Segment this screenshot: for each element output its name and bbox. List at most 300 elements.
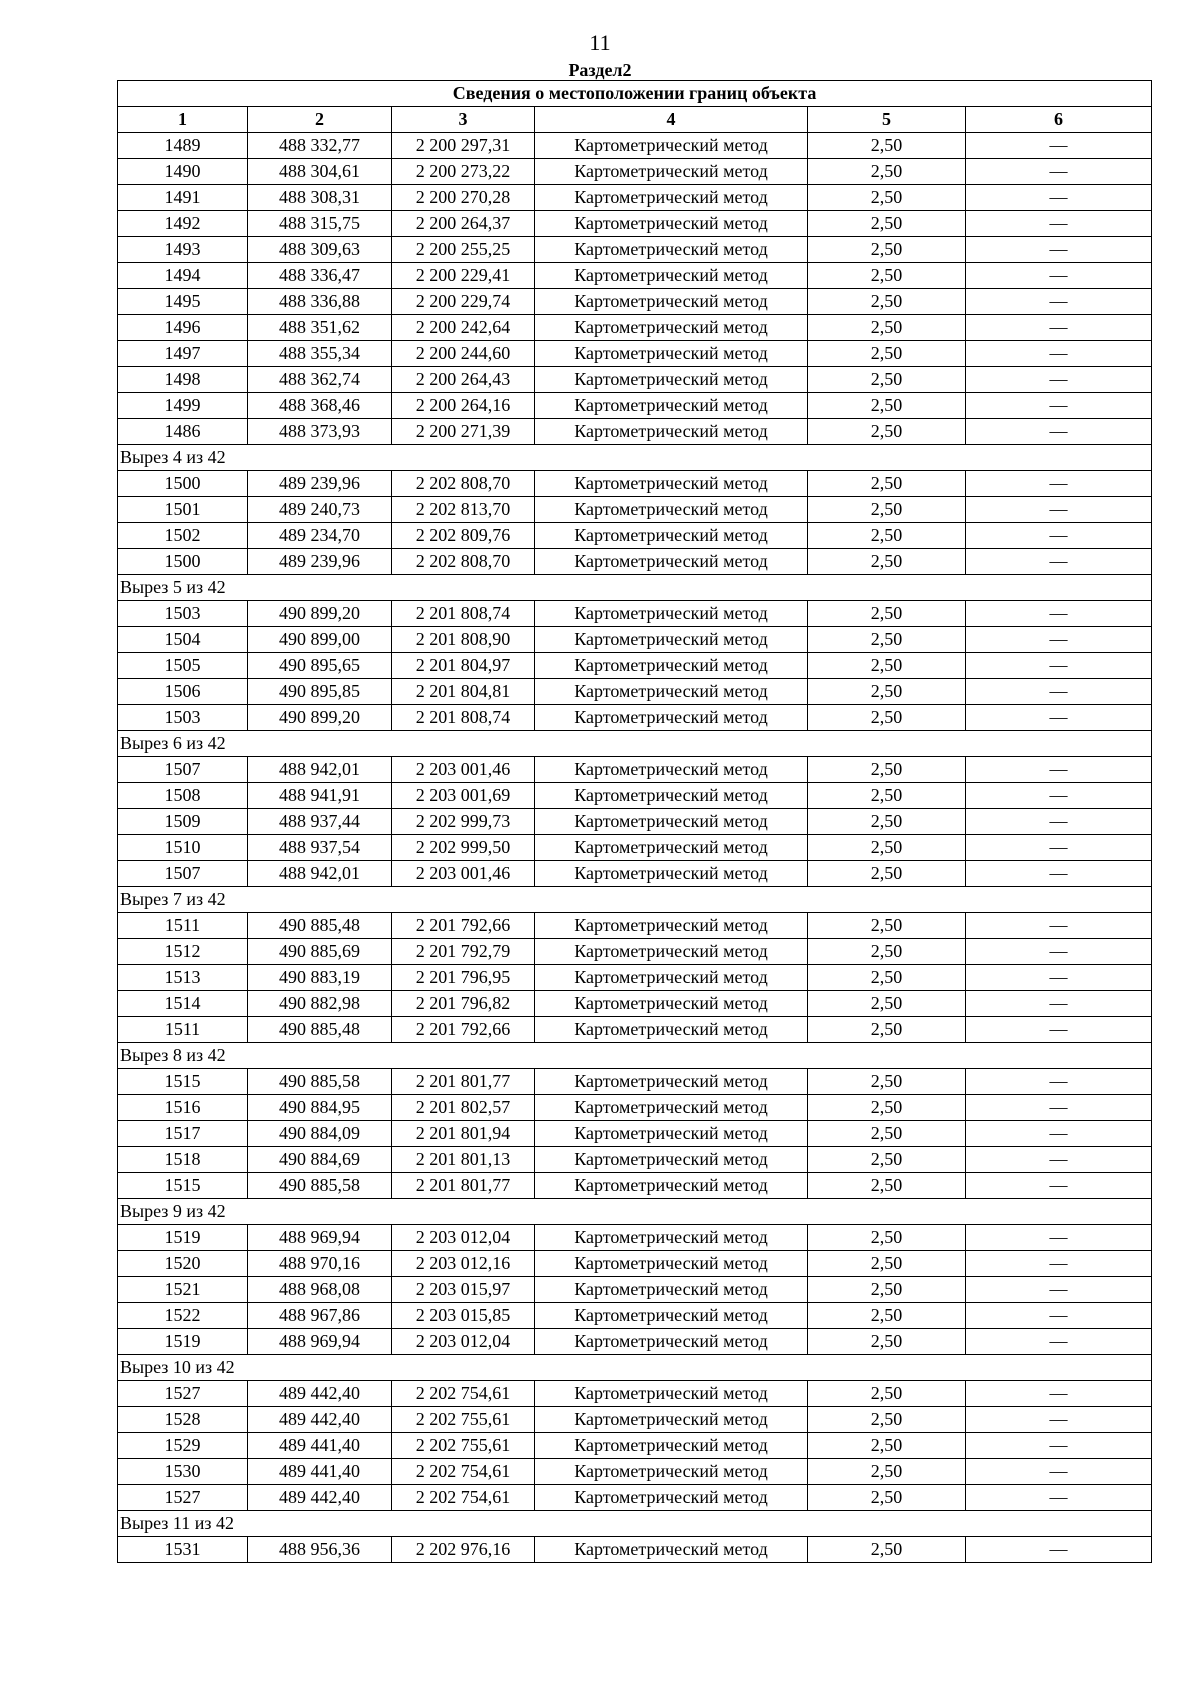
method-cell: Картометрический метод bbox=[535, 783, 808, 809]
x-coordinate-cell: 488 373,93 bbox=[248, 419, 392, 445]
x-coordinate-cell: 490 883,19 bbox=[248, 965, 392, 991]
accuracy-cell: 2,50 bbox=[808, 861, 966, 887]
y-coordinate-cell: 2 201 801,77 bbox=[392, 1173, 535, 1199]
method-cell: Картометрический метод bbox=[535, 627, 808, 653]
note-cell: — bbox=[966, 133, 1152, 159]
table-row bbox=[118, 419, 1152, 445]
table-row bbox=[118, 757, 1152, 783]
table-row bbox=[118, 315, 1152, 341]
method-cell: Картометрический метод bbox=[535, 679, 808, 705]
point-number-cell: 1509 bbox=[118, 809, 248, 835]
page-number: 11 bbox=[589, 30, 611, 55]
x-coordinate-cell: 488 942,01 bbox=[248, 757, 392, 783]
x-coordinate-cell: 488 332,77 bbox=[248, 133, 392, 159]
y-coordinate-cell: 2 201 804,81 bbox=[392, 679, 535, 705]
x-coordinate-cell: 489 239,96 bbox=[248, 471, 392, 497]
method-cell: Картометрический метод bbox=[535, 1069, 808, 1095]
accuracy-cell: 2,50 bbox=[808, 419, 966, 445]
point-number-cell: 1506 bbox=[118, 679, 248, 705]
accuracy-cell: 2,50 bbox=[808, 133, 966, 159]
y-coordinate-cell: 2 202 809,76 bbox=[392, 523, 535, 549]
accuracy-cell: 2,50 bbox=[808, 471, 966, 497]
x-coordinate-cell: 490 885,58 bbox=[248, 1069, 392, 1095]
accuracy-cell: 2,50 bbox=[808, 653, 966, 679]
note-cell: — bbox=[966, 1537, 1152, 1563]
accuracy-cell: 2,50 bbox=[808, 783, 966, 809]
y-coordinate-cell: 2 201 796,82 bbox=[392, 991, 535, 1017]
table-row bbox=[118, 1069, 1152, 1095]
point-number-cell: 1520 bbox=[118, 1251, 248, 1277]
point-number-cell: 1495 bbox=[118, 289, 248, 315]
table-row bbox=[118, 289, 1152, 315]
y-coordinate-cell: 2 203 001,46 bbox=[392, 757, 535, 783]
y-coordinate-cell: 2 200 242,64 bbox=[392, 315, 535, 341]
accuracy-cell: 2,50 bbox=[808, 1173, 966, 1199]
x-coordinate-cell: 488 362,74 bbox=[248, 367, 392, 393]
method-cell: Картометрический метод bbox=[535, 1485, 808, 1511]
accuracy-cell: 2,50 bbox=[808, 1277, 966, 1303]
point-number-cell: 1507 bbox=[118, 861, 248, 887]
group-header-row bbox=[118, 575, 1152, 601]
y-coordinate-cell: 2 200 229,74 bbox=[392, 289, 535, 315]
point-number-cell: 1490 bbox=[118, 159, 248, 185]
note-cell: — bbox=[966, 627, 1152, 653]
method-cell: Картометрический метод bbox=[535, 653, 808, 679]
x-coordinate-cell: 489 239,96 bbox=[248, 549, 392, 575]
method-cell: Картометрический метод bbox=[535, 419, 808, 445]
method-cell: Картометрический метод bbox=[535, 809, 808, 835]
method-cell: Картометрический метод bbox=[535, 237, 808, 263]
table-row bbox=[118, 237, 1152, 263]
x-coordinate-cell: 489 441,40 bbox=[248, 1459, 392, 1485]
table-row bbox=[118, 965, 1152, 991]
group-label: Вырез 4 из 42 bbox=[118, 445, 1152, 471]
point-number-cell: 1486 bbox=[118, 419, 248, 445]
table-row bbox=[118, 835, 1152, 861]
y-coordinate-cell: 2 200 264,16 bbox=[392, 393, 535, 419]
boundary-coordinates-table bbox=[117, 80, 1152, 1563]
note-cell: — bbox=[966, 471, 1152, 497]
accuracy-cell: 2,50 bbox=[808, 939, 966, 965]
x-coordinate-cell: 488 304,61 bbox=[248, 159, 392, 185]
accuracy-cell: 2,50 bbox=[808, 679, 966, 705]
table-row bbox=[118, 1407, 1152, 1433]
point-number-cell: 1504 bbox=[118, 627, 248, 653]
note-cell: — bbox=[966, 523, 1152, 549]
note-cell: — bbox=[966, 601, 1152, 627]
method-cell: Картометрический метод bbox=[535, 497, 808, 523]
y-coordinate-cell: 2 201 792,79 bbox=[392, 939, 535, 965]
table-row bbox=[118, 1485, 1152, 1511]
point-number-cell: 1521 bbox=[118, 1277, 248, 1303]
note-cell: — bbox=[966, 1121, 1152, 1147]
point-number-cell: 1515 bbox=[118, 1069, 248, 1095]
y-coordinate-cell: 2 200 270,28 bbox=[392, 185, 535, 211]
point-number-cell: 1501 bbox=[118, 497, 248, 523]
y-coordinate-cell: 2 201 801,13 bbox=[392, 1147, 535, 1173]
method-cell: Картометрический метод bbox=[535, 1225, 808, 1251]
note-cell: — bbox=[966, 159, 1152, 185]
x-coordinate-cell: 490 884,69 bbox=[248, 1147, 392, 1173]
point-number-cell: 1527 bbox=[118, 1485, 248, 1511]
accuracy-cell: 2,50 bbox=[808, 1485, 966, 1511]
x-coordinate-cell: 488 336,47 bbox=[248, 263, 392, 289]
y-coordinate-cell: 2 203 012,16 bbox=[392, 1251, 535, 1277]
accuracy-cell: 2,50 bbox=[808, 211, 966, 237]
x-coordinate-cell: 488 956,36 bbox=[248, 1537, 392, 1563]
note-cell: — bbox=[966, 393, 1152, 419]
x-coordinate-cell: 488 970,16 bbox=[248, 1251, 392, 1277]
point-number-cell: 1489 bbox=[118, 133, 248, 159]
x-coordinate-cell: 488 967,86 bbox=[248, 1303, 392, 1329]
y-coordinate-cell: 2 202 754,61 bbox=[392, 1381, 535, 1407]
note-cell: — bbox=[966, 757, 1152, 783]
method-cell: Картометрический метод bbox=[535, 133, 808, 159]
column-header: 2 bbox=[248, 107, 392, 133]
note-cell: — bbox=[966, 991, 1152, 1017]
group-label: Вырез 6 из 42 bbox=[118, 731, 1152, 757]
y-coordinate-cell: 2 202 754,61 bbox=[392, 1459, 535, 1485]
accuracy-cell: 2,50 bbox=[808, 159, 966, 185]
method-cell: Картометрический метод bbox=[535, 1433, 808, 1459]
note-cell: — bbox=[966, 653, 1152, 679]
y-coordinate-cell: 2 203 015,97 bbox=[392, 1277, 535, 1303]
method-cell: Картометрический метод bbox=[535, 1329, 808, 1355]
note-cell: — bbox=[966, 1329, 1152, 1355]
y-coordinate-cell: 2 202 754,61 bbox=[392, 1485, 535, 1511]
note-cell: — bbox=[966, 185, 1152, 211]
accuracy-cell: 2,50 bbox=[808, 1017, 966, 1043]
x-coordinate-cell: 488 968,08 bbox=[248, 1277, 392, 1303]
point-number-cell: 1499 bbox=[118, 393, 248, 419]
method-cell: Картометрический метод bbox=[535, 1303, 808, 1329]
y-coordinate-cell: 2 201 808,90 bbox=[392, 627, 535, 653]
method-cell: Картометрический метод bbox=[535, 835, 808, 861]
point-number-cell: 1491 bbox=[118, 185, 248, 211]
table-row bbox=[118, 705, 1152, 731]
method-cell: Картометрический метод bbox=[535, 1277, 808, 1303]
accuracy-cell: 2,50 bbox=[808, 1537, 966, 1563]
point-number-cell: 1497 bbox=[118, 341, 248, 367]
accuracy-cell: 2,50 bbox=[808, 1329, 966, 1355]
accuracy-cell: 2,50 bbox=[808, 627, 966, 653]
table-row bbox=[118, 1147, 1152, 1173]
y-coordinate-cell: 2 202 999,50 bbox=[392, 835, 535, 861]
note-cell: — bbox=[966, 1069, 1152, 1095]
table-row bbox=[118, 627, 1152, 653]
method-cell: Картометрический метод bbox=[535, 185, 808, 211]
accuracy-cell: 2,50 bbox=[808, 1147, 966, 1173]
column-header: 5 bbox=[808, 107, 966, 133]
table-row bbox=[118, 185, 1152, 211]
note-cell: — bbox=[966, 497, 1152, 523]
x-coordinate-cell: 489 441,40 bbox=[248, 1433, 392, 1459]
table-row bbox=[118, 1537, 1152, 1563]
x-coordinate-cell: 490 899,00 bbox=[248, 627, 392, 653]
accuracy-cell: 2,50 bbox=[808, 185, 966, 211]
table-row bbox=[118, 809, 1152, 835]
y-coordinate-cell: 2 200 255,25 bbox=[392, 237, 535, 263]
point-number-cell: 1502 bbox=[118, 523, 248, 549]
table-row bbox=[118, 991, 1152, 1017]
table-row bbox=[118, 1277, 1152, 1303]
method-cell: Картометрический метод bbox=[535, 861, 808, 887]
table-row bbox=[118, 653, 1152, 679]
x-coordinate-cell: 490 884,95 bbox=[248, 1095, 392, 1121]
x-coordinate-cell: 488 308,31 bbox=[248, 185, 392, 211]
accuracy-cell: 2,50 bbox=[808, 549, 966, 575]
table-row bbox=[118, 159, 1152, 185]
table-row bbox=[118, 1095, 1152, 1121]
note-cell: — bbox=[966, 211, 1152, 237]
y-coordinate-cell: 2 202 808,70 bbox=[392, 471, 535, 497]
x-coordinate-cell: 489 442,40 bbox=[248, 1485, 392, 1511]
note-cell: — bbox=[966, 315, 1152, 341]
point-number-cell: 1522 bbox=[118, 1303, 248, 1329]
point-number-cell: 1492 bbox=[118, 211, 248, 237]
y-coordinate-cell: 2 200 271,39 bbox=[392, 419, 535, 445]
point-number-cell: 1496 bbox=[118, 315, 248, 341]
note-cell: — bbox=[966, 861, 1152, 887]
group-header-row bbox=[118, 1043, 1152, 1069]
note-cell: — bbox=[966, 237, 1152, 263]
method-cell: Картометрический метод bbox=[535, 1459, 808, 1485]
column-header: 3 bbox=[392, 107, 535, 133]
group-label: Вырез 8 из 42 bbox=[118, 1043, 1152, 1069]
group-header-row bbox=[118, 445, 1152, 471]
accuracy-cell: 2,50 bbox=[808, 1251, 966, 1277]
note-cell: — bbox=[966, 341, 1152, 367]
y-coordinate-cell: 2 202 755,61 bbox=[392, 1433, 535, 1459]
point-number-cell: 1515 bbox=[118, 1173, 248, 1199]
method-cell: Картометрический метод bbox=[535, 913, 808, 939]
y-coordinate-cell: 2 200 297,31 bbox=[392, 133, 535, 159]
accuracy-cell: 2,50 bbox=[808, 965, 966, 991]
y-coordinate-cell: 2 200 229,41 bbox=[392, 263, 535, 289]
table-row bbox=[118, 549, 1152, 575]
accuracy-cell: 2,50 bbox=[808, 263, 966, 289]
note-cell: — bbox=[966, 835, 1152, 861]
y-coordinate-cell: 2 201 808,74 bbox=[392, 601, 535, 627]
method-cell: Картометрический метод bbox=[535, 289, 808, 315]
accuracy-cell: 2,50 bbox=[808, 1225, 966, 1251]
y-coordinate-cell: 2 201 792,66 bbox=[392, 1017, 535, 1043]
accuracy-cell: 2,50 bbox=[808, 809, 966, 835]
point-number-cell: 1503 bbox=[118, 705, 248, 731]
x-coordinate-cell: 490 884,09 bbox=[248, 1121, 392, 1147]
column-header: 4 bbox=[535, 107, 808, 133]
note-cell: — bbox=[966, 289, 1152, 315]
point-number-cell: 1503 bbox=[118, 601, 248, 627]
table-row bbox=[118, 913, 1152, 939]
point-number-cell: 1519 bbox=[118, 1329, 248, 1355]
table-row bbox=[118, 1173, 1152, 1199]
table-row bbox=[118, 393, 1152, 419]
y-coordinate-cell: 2 203 012,04 bbox=[392, 1225, 535, 1251]
point-number-cell: 1494 bbox=[118, 263, 248, 289]
accuracy-cell: 2,50 bbox=[808, 1433, 966, 1459]
method-cell: Картометрический метод bbox=[535, 1173, 808, 1199]
y-coordinate-cell: 2 202 999,73 bbox=[392, 809, 535, 835]
group-header-row bbox=[118, 887, 1152, 913]
accuracy-cell: 2,50 bbox=[808, 1303, 966, 1329]
table-row bbox=[118, 861, 1152, 887]
point-number-cell: 1513 bbox=[118, 965, 248, 991]
x-coordinate-cell: 488 309,63 bbox=[248, 237, 392, 263]
x-coordinate-cell: 489 442,40 bbox=[248, 1381, 392, 1407]
note-cell: — bbox=[966, 367, 1152, 393]
note-cell: — bbox=[966, 705, 1152, 731]
method-cell: Картометрический метод bbox=[535, 939, 808, 965]
x-coordinate-cell: 488 969,94 bbox=[248, 1225, 392, 1251]
y-coordinate-cell: 2 201 796,95 bbox=[392, 965, 535, 991]
group-label: Вырез 9 из 42 bbox=[118, 1199, 1152, 1225]
table-row bbox=[118, 1381, 1152, 1407]
x-coordinate-cell: 488 942,01 bbox=[248, 861, 392, 887]
accuracy-cell: 2,50 bbox=[808, 757, 966, 783]
x-coordinate-cell: 488 941,91 bbox=[248, 783, 392, 809]
method-cell: Картометрический метод bbox=[535, 965, 808, 991]
y-coordinate-cell: 2 201 804,97 bbox=[392, 653, 535, 679]
group-label: Вырез 10 из 42 bbox=[118, 1355, 1152, 1381]
x-coordinate-cell: 488 351,62 bbox=[248, 315, 392, 341]
y-coordinate-cell: 2 202 755,61 bbox=[392, 1407, 535, 1433]
note-cell: — bbox=[966, 1017, 1152, 1043]
point-number-cell: 1528 bbox=[118, 1407, 248, 1433]
accuracy-cell: 2,50 bbox=[808, 1407, 966, 1433]
table-row bbox=[118, 1433, 1152, 1459]
point-number-cell: 1531 bbox=[118, 1537, 248, 1563]
group-label: Вырез 7 из 42 bbox=[118, 887, 1152, 913]
y-coordinate-cell: 2 200 273,22 bbox=[392, 159, 535, 185]
group-label: Вырез 5 из 42 bbox=[118, 575, 1152, 601]
table-row bbox=[118, 211, 1152, 237]
accuracy-cell: 2,50 bbox=[808, 1069, 966, 1095]
accuracy-cell: 2,50 bbox=[808, 913, 966, 939]
note-cell: — bbox=[966, 419, 1152, 445]
method-cell: Картометрический метод bbox=[535, 601, 808, 627]
point-number-cell: 1500 bbox=[118, 471, 248, 497]
table-row bbox=[118, 939, 1152, 965]
note-cell: — bbox=[966, 939, 1152, 965]
note-cell: — bbox=[966, 1251, 1152, 1277]
table-row bbox=[118, 497, 1152, 523]
method-cell: Картометрический метод bbox=[535, 367, 808, 393]
note-cell: — bbox=[966, 913, 1152, 939]
accuracy-cell: 2,50 bbox=[808, 991, 966, 1017]
method-cell: Картометрический метод bbox=[535, 393, 808, 419]
table-row bbox=[118, 1459, 1152, 1485]
y-coordinate-cell: 2 203 001,69 bbox=[392, 783, 535, 809]
y-coordinate-cell: 2 201 801,94 bbox=[392, 1121, 535, 1147]
method-cell: Картометрический метод bbox=[535, 1017, 808, 1043]
accuracy-cell: 2,50 bbox=[808, 705, 966, 731]
table-body bbox=[118, 133, 1152, 1563]
x-coordinate-cell: 490 895,85 bbox=[248, 679, 392, 705]
group-label: Вырез 11 из 42 bbox=[118, 1511, 1152, 1537]
x-coordinate-cell: 489 234,70 bbox=[248, 523, 392, 549]
method-cell: Картометрический метод bbox=[535, 991, 808, 1017]
accuracy-cell: 2,50 bbox=[808, 1095, 966, 1121]
accuracy-cell: 2,50 bbox=[808, 1459, 966, 1485]
table-row bbox=[118, 601, 1152, 627]
method-cell: Картометрический метод bbox=[535, 1537, 808, 1563]
table-row bbox=[118, 1017, 1152, 1043]
method-cell: Картометрический метод bbox=[535, 211, 808, 237]
accuracy-cell: 2,50 bbox=[808, 289, 966, 315]
point-number-cell: 1516 bbox=[118, 1095, 248, 1121]
note-cell: — bbox=[966, 1459, 1152, 1485]
y-coordinate-cell: 2 202 808,70 bbox=[392, 549, 535, 575]
note-cell: — bbox=[966, 1485, 1152, 1511]
note-cell: — bbox=[966, 1277, 1152, 1303]
accuracy-cell: 2,50 bbox=[808, 497, 966, 523]
point-number-cell: 1518 bbox=[118, 1147, 248, 1173]
y-coordinate-cell: 2 200 264,43 bbox=[392, 367, 535, 393]
point-number-cell: 1493 bbox=[118, 237, 248, 263]
point-number-cell: 1498 bbox=[118, 367, 248, 393]
method-cell: Картометрический метод bbox=[535, 1095, 808, 1121]
point-number-cell: 1511 bbox=[118, 913, 248, 939]
y-coordinate-cell: 2 201 802,57 bbox=[392, 1095, 535, 1121]
point-number-cell: 1530 bbox=[118, 1459, 248, 1485]
group-header-row bbox=[118, 1355, 1152, 1381]
table-row bbox=[118, 471, 1152, 497]
y-coordinate-cell: 2 201 808,74 bbox=[392, 705, 535, 731]
x-coordinate-cell: 488 937,44 bbox=[248, 809, 392, 835]
y-coordinate-cell: 2 202 976,16 bbox=[392, 1537, 535, 1563]
table-row bbox=[118, 783, 1152, 809]
point-number-cell: 1507 bbox=[118, 757, 248, 783]
note-cell: — bbox=[966, 965, 1152, 991]
accuracy-cell: 2,50 bbox=[808, 523, 966, 549]
point-number-cell: 1500 bbox=[118, 549, 248, 575]
column-header: 6 bbox=[966, 107, 1152, 133]
x-coordinate-cell: 488 969,94 bbox=[248, 1329, 392, 1355]
y-coordinate-cell: 2 200 244,60 bbox=[392, 341, 535, 367]
table-row bbox=[118, 523, 1152, 549]
accuracy-cell: 2,50 bbox=[808, 835, 966, 861]
method-cell: Картометрический метод bbox=[535, 263, 808, 289]
x-coordinate-cell: 490 899,20 bbox=[248, 601, 392, 627]
method-cell: Картометрический метод bbox=[535, 1121, 808, 1147]
table-caption: Сведения о местоположении границ объекта bbox=[118, 81, 1152, 107]
x-coordinate-cell: 490 899,20 bbox=[248, 705, 392, 731]
table-row bbox=[118, 341, 1152, 367]
point-number-cell: 1519 bbox=[118, 1225, 248, 1251]
group-header-row bbox=[118, 731, 1152, 757]
column-header: 1 bbox=[118, 107, 248, 133]
method-cell: Картометрический метод bbox=[535, 1381, 808, 1407]
y-coordinate-cell: 2 202 813,70 bbox=[392, 497, 535, 523]
note-cell: — bbox=[966, 1225, 1152, 1251]
x-coordinate-cell: 490 885,48 bbox=[248, 913, 392, 939]
table-caption-row bbox=[118, 81, 1152, 107]
note-cell: — bbox=[966, 809, 1152, 835]
y-coordinate-cell: 2 203 015,85 bbox=[392, 1303, 535, 1329]
point-number-cell: 1512 bbox=[118, 939, 248, 965]
method-cell: Картометрический метод bbox=[535, 341, 808, 367]
table-row bbox=[118, 1303, 1152, 1329]
x-coordinate-cell: 489 240,73 bbox=[248, 497, 392, 523]
method-cell: Картометрический метод bbox=[535, 523, 808, 549]
accuracy-cell: 2,50 bbox=[808, 341, 966, 367]
x-coordinate-cell: 490 885,69 bbox=[248, 939, 392, 965]
method-cell: Картометрический метод bbox=[535, 705, 808, 731]
accuracy-cell: 2,50 bbox=[808, 393, 966, 419]
note-cell: — bbox=[966, 1407, 1152, 1433]
accuracy-cell: 2,50 bbox=[808, 1381, 966, 1407]
